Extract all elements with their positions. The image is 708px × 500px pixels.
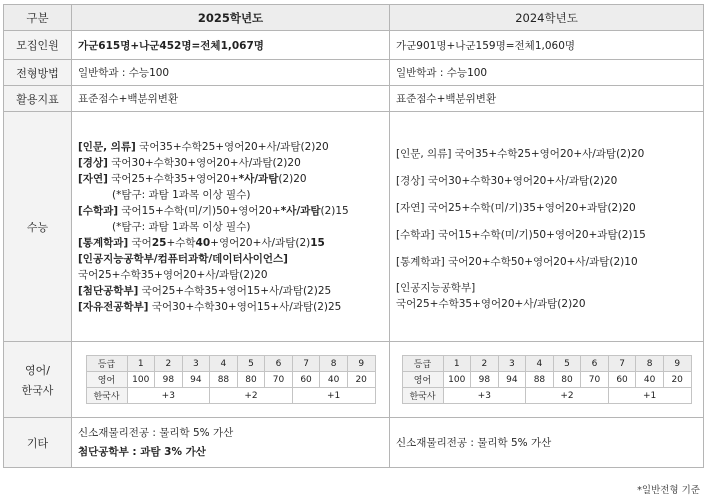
grade-table-2024-cell bbox=[390, 342, 704, 418]
english-history-label: 영어/ 한국사 bbox=[4, 342, 72, 418]
grade-table-2025-cell bbox=[72, 342, 390, 418]
recruit-2025: 가군615명+나군452명=전체1,067명 bbox=[72, 31, 390, 60]
other-2025: 신소재물리전공 : 물리학 5% 가산 첨단공학부 : 과탐 3% 가산 bbox=[72, 418, 390, 468]
csat-2024-business: [경상] 국어30+수학30+영어20+사/과탐(2)20 bbox=[396, 175, 618, 187]
grade-table-2024 bbox=[402, 355, 692, 404]
recruit-2024: 가군901명+나군159명=전체1,060명 bbox=[390, 31, 704, 60]
csat-2025-ai-key: [인공지능공학부/컴퓨터과학/데이터사이언스] bbox=[78, 252, 288, 265]
recruit-row bbox=[4, 31, 704, 60]
recruit-label: 모집인원 bbox=[4, 31, 72, 60]
csat-2024 bbox=[390, 112, 704, 342]
other-2024: 신소재물리전공 : 물리학 5% 가산 bbox=[390, 418, 704, 468]
csat-2025-science-note: (*탐구: 과탐 1과목 이상 필수) bbox=[112, 188, 251, 201]
csat-2025-humanities: [인문, 의류] 국어35+수학25+영어20+사/과탐(2)20 bbox=[78, 140, 329, 153]
csat-2024-stats: [통계학과] 국어20+수학50+영어20+사/과탐(2)10 bbox=[396, 256, 638, 268]
csat-2025-ai: 국어25+수학35+영어20+사/과탐(2)20 bbox=[78, 268, 268, 281]
header-row bbox=[4, 5, 704, 31]
csat-2025-math-note: (*탐구: 과탐 1과목 이상 필수) bbox=[112, 220, 251, 233]
index-row bbox=[4, 86, 704, 112]
csat-2024-math: [수학과] 국어15+수학(미/기)50+영어20+과탐(2)15 bbox=[396, 229, 646, 241]
english-score-row: 영어 100 98 94 88 80 70 60 40 20 bbox=[402, 372, 691, 388]
csat-row bbox=[4, 112, 704, 342]
csat-2025-science: [자연] 국어25+수학35+영어20+*사/과탐(2)20 bbox=[78, 172, 307, 185]
csat-2025 bbox=[72, 112, 390, 342]
csat-2025-adv: [첨단공학부] 국어25+수학35+영어15+사/과탐(2)25 bbox=[78, 284, 332, 297]
grade-row: 등급 1 2 3 4 5 6 7 8 9 bbox=[86, 356, 375, 372]
english-score-row: 영어 100 98 94 88 80 70 60 40 20 bbox=[86, 372, 375, 388]
header-2024: 2024학년도 bbox=[390, 5, 704, 31]
csat-2025-math: [수학과] 국어15+수학(미/기)50+영어20+*사/과탐(2)15 bbox=[78, 204, 349, 217]
header-category: 구분 bbox=[4, 5, 72, 31]
csat-2024-ai: 국어25+수학35+영어20+사/과탐(2)20 bbox=[396, 298, 586, 310]
csat-2024-humanities: [인문, 의류] 국어35+수학25+영어20+사/과탐(2)20 bbox=[396, 148, 645, 160]
csat-2024-ai-key: [인공지능공학부] bbox=[396, 282, 476, 294]
footnote: *일반전형 기준 bbox=[637, 485, 700, 496]
other-row bbox=[4, 418, 704, 468]
csat-2024-science: [자연] 국어25+수학(미/기)35+영어20+과탐(2)20 bbox=[396, 202, 636, 214]
csat-2025-stats: [통계학과] 국어25+수학40+영어20+사/과탐(2)15 bbox=[78, 236, 325, 249]
other-label: 기타 bbox=[4, 418, 72, 468]
history-score-row: 한국사 +3 +2 +1 bbox=[86, 388, 375, 404]
method-2025: 일반학과 : 수능100 bbox=[72, 60, 390, 86]
method-row bbox=[4, 60, 704, 86]
history-score-row: 한국사 +3 +2 +1 bbox=[402, 388, 691, 404]
csat-2025-free: [자유전공학부] 국어30+수학30+영어15+사/과탐(2)25 bbox=[78, 300, 342, 313]
method-label: 전형방법 bbox=[4, 60, 72, 86]
grade-table-2025 bbox=[86, 355, 376, 404]
admissions-comparison-table bbox=[3, 4, 704, 468]
grade-row: 등급 1 2 3 4 5 6 7 8 9 bbox=[402, 356, 691, 372]
index-2025: 표준점수+백분위변환 bbox=[72, 86, 390, 112]
english-history-row bbox=[4, 342, 704, 418]
method-2024: 일반학과 : 수능100 bbox=[390, 60, 704, 86]
index-label: 활용지표 bbox=[4, 86, 72, 112]
index-2024: 표준점수+백분위변환 bbox=[390, 86, 704, 112]
csat-2025-business: [경상] 국어30+수학30+영어20+사/과탐(2)20 bbox=[78, 156, 301, 169]
header-2025: 2025학년도 bbox=[72, 5, 390, 31]
csat-label: 수능 bbox=[4, 112, 72, 342]
